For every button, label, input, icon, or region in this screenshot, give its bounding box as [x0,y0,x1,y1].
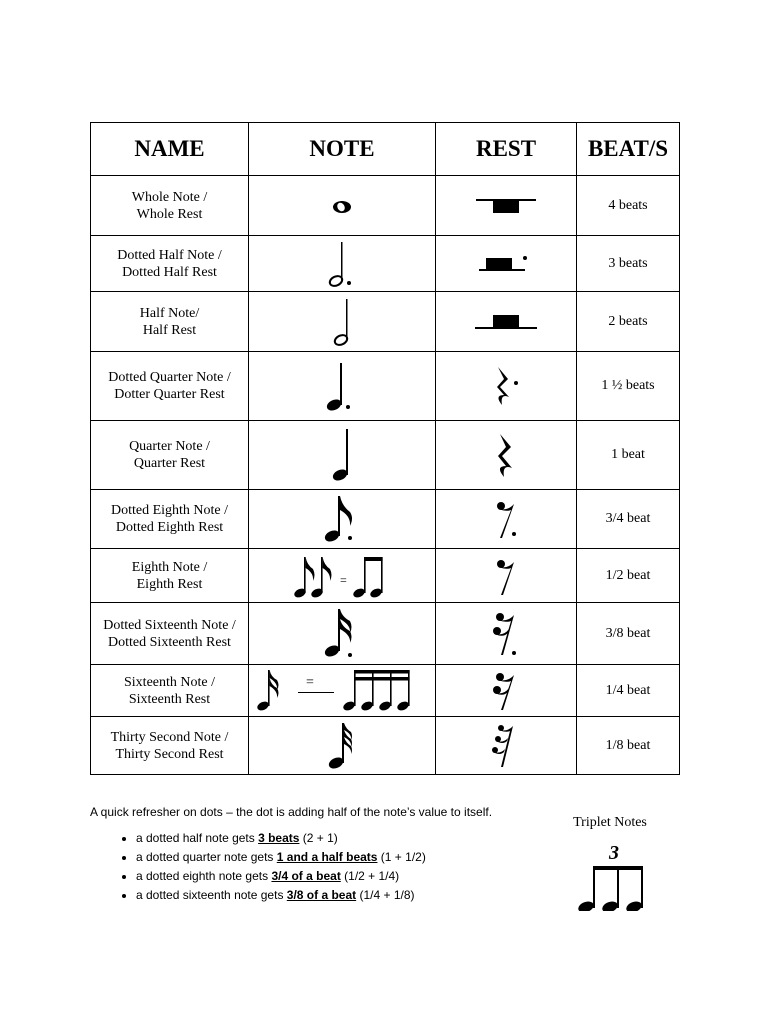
row-name: Sixteenth Note / Sixteenth Rest [91,665,249,717]
header-beats: BEAT/S [577,123,680,176]
thirty-second-rest-icon [436,717,577,775]
row-beats: 1 ½ beats [577,352,680,421]
row-beats: 1/4 beat [577,665,680,717]
whole-rest-icon [436,176,577,236]
table-row [91,421,680,490]
refresher-list [90,831,550,903]
table-row [91,490,680,549]
triplet-label: Triplet Notes [573,815,647,830]
row-beats: 3/4 beat [577,490,680,549]
row-name: Dotted Eighth Note / Dotted Eighth Rest [91,490,249,549]
row-name: Whole Note / Whole Rest [91,176,249,236]
quarter-note-icon [249,421,436,490]
equals-sign: = [305,674,314,690]
table-row [91,549,680,603]
thirty-second-note-icon [249,717,436,775]
triplet-notes [560,815,660,916]
list-item: • a dotted eighth note gets 3/4 of a beat (1/2 + 1/4) [136,869,550,884]
row-beats: 1 beat [577,421,680,490]
header-rest: REST [436,123,577,176]
row-beats: 4 beats [577,176,680,236]
triplet-number: 3 [609,842,619,864]
header-name: NAME [91,123,249,176]
row-name: Thirty Second Note / Thirty Second Rest [91,717,249,775]
table-row [91,176,680,236]
whole-note-icon [249,176,436,236]
row-beats: 1/8 beat [577,717,680,775]
dotted-half-note-icon [249,236,436,292]
sixteenth-notes-icon [249,665,436,717]
dotted-eighth-rest-icon [436,490,577,549]
table-row [91,665,680,717]
list-item: • a dotted half note gets 3 beats (2 + 1) [136,831,550,846]
list-item: • a dotted quarter note gets 1 and a half beats (1 + 1/2) [136,850,550,865]
refresher-intro: A quick refresher on dots – the dot is adding half of the note’s value to itself. [90,805,493,819]
sixteenth-rest-icon [436,665,577,717]
dotted-sixteenth-note-icon [249,603,436,665]
header-row [91,123,680,176]
dotted-quarter-rest-icon [436,352,577,421]
list-item: • a dotted sixteenth note gets 3/8 of a beat (1/4 + 1/8) [136,888,550,903]
row-name: Half Note/ Half Rest [91,292,249,352]
half-rest-icon [436,292,577,352]
eighth-notes-icon [249,549,436,603]
table-row [91,717,680,775]
row-beats: 3/8 beat [577,603,680,665]
row-beats: 3 beats [577,236,680,292]
dotted-half-rest-icon [436,236,577,292]
quarter-rest-icon [436,421,577,490]
table-row [91,292,680,352]
row-name: Eighth Note / Eighth Rest [91,549,249,603]
triplet-notes-icon [565,831,655,911]
eighth-rest-icon [436,549,577,603]
row-beats: 2 beats [577,292,680,352]
table-row [91,352,680,421]
row-beats: 1/2 beat [577,549,680,603]
half-note-icon [249,292,436,352]
note-value-table [90,122,680,775]
row-name: Dotted Quarter Note / Dotter Quarter Rest [91,352,249,421]
equals-sign: = [340,572,347,587]
row-name: Dotted Half Note / Dotted Half Rest [91,236,249,292]
dots-refresher [90,805,550,907]
row-name: Dotted Sixteenth Note / Dotted Sixteenth Rest [91,603,249,665]
header-note: NOTE [249,123,436,176]
table-row [91,236,680,292]
row-name: Quarter Note / Quarter Rest [91,421,249,490]
dotted-sixteenth-rest-icon [436,603,577,665]
dotted-quarter-note-icon [249,352,436,421]
table-row [91,603,680,665]
dotted-eighth-note-icon [249,490,436,549]
